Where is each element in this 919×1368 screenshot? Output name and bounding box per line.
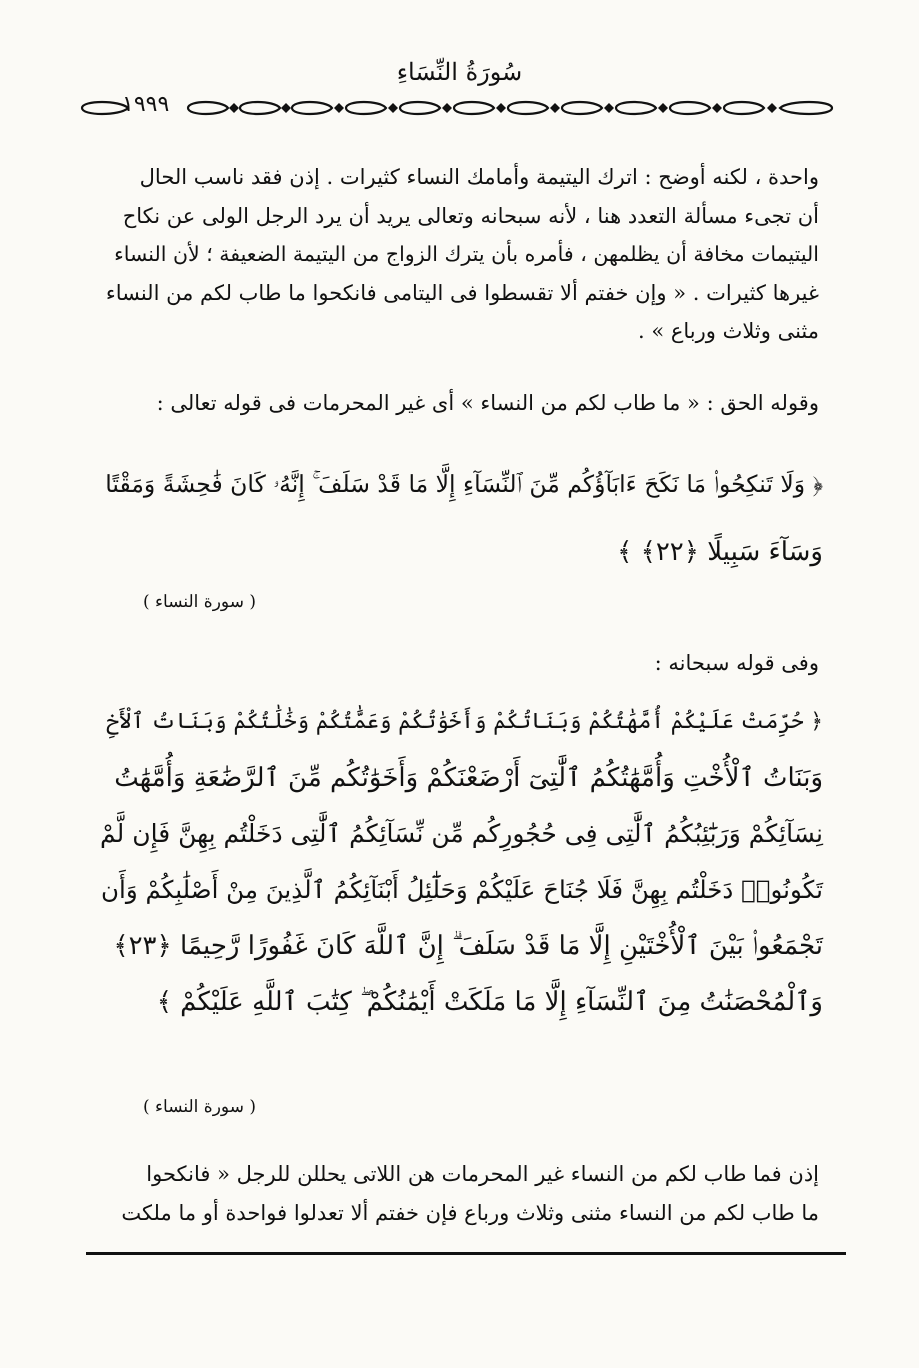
footer-rule — [86, 1252, 846, 1255]
verse-source-label: ( سورة النساء ) — [143, 1097, 256, 1117]
verse-line: وَٱلْمُحْصَنَٰتُ مِنَ ٱلنِّسَآءِ إِلَّا مَا مَلَكَتْ أَيْمَٰنُكُمْ ۖ كِتَٰبَ ٱللَّهِ عَلَيْكُمْ ﴾ — [156, 987, 823, 1017]
paragraph-line: وفى قوله سبحانه : — [654, 651, 819, 675]
paragraph-line: اليتيمات مخافة أن يظلمهن ، فأمره بأن يترك الزواج من اليتيمة الضعيفة ؛ لأن النساء — [114, 242, 819, 266]
paragraph-line: أن تجىء مسألة التعدد هنا ، لأنه سبحانه وتعالى يريد أن يرد الرجل الولى عن نكاح — [122, 203, 819, 228]
paragraph-line: وقوله الحق : « ما طاب لكم من النساء » أى غير المحرمات فى قوله تعالى : — [156, 391, 819, 415]
verse-line: تَكُونُوا۟ دَخَلْتُم بِهِنَّ فَلَا جُنَاحَ عَلَيْكُمْ وَحَلَٰٓئِلُ أَبْنَآئِكُمُ ٱلَّذِينَ مِنْ أَصْلَٰبِكُمْ وَأَن — [101, 875, 823, 904]
verse-line: تَجْمَعُوا۟ بَيْنَ ٱلْأُخْتَيْنِ إِلَّا مَا قَدْ سَلَفَ ۗ إِنَّ ٱللَّهَ كَانَ غَفُورًا رَّحِيمًا ﴿٢٣﴾ — [113, 931, 823, 961]
paragraph-line: ما طاب لكم من النساء مثنى وثلاث ورباع فإن خفتم ألا تعدلوا فواحدة أو ما ملكت — [121, 1200, 819, 1225]
quran-verse-23-24 — [99, 694, 823, 1030]
paragraph-1 — [100, 158, 819, 351]
paragraph-4 — [100, 1155, 819, 1232]
paragraph-3 — [100, 644, 819, 683]
paragraph-line: واحدة ، لكنه أوضح : اترك اليتيمة وأمامك النساء كثيرات . إذن فقد ناسب الحال — [139, 165, 819, 189]
paragraph-2 — [100, 384, 819, 423]
quran-verse-22 — [99, 450, 823, 586]
verse-line: نِسَآئِكُمْ وَرَبَٰٓئِبُكُمُ ٱلَّٰتِى فِى حُجُورِكُم مِّن نِّسَآئِكُمُ ٱلَّٰتِى دَخَلْتُم بِهِنَّ فَإِن لَّمْ — [100, 819, 823, 848]
page-number: ١٩٩٩ — [122, 92, 170, 117]
ornamental-header-border — [80, 96, 835, 120]
verse-line: ﴿ حُرِّمَتْ عَلَيْكُمْ أُمَّهَٰتُكُمْ وَبَنَاتُكُمْ وَأَخَوَٰتُكُمْ وَعَمَّٰتُكُمْ وَخَٰلَٰتُكُمْ وَبَنَاتُ ٱلْأَخِ — [106, 709, 823, 734]
paragraph-line: غيرها كثيرات . « وإن خفتم ألا تقسطوا فى اليتامى فانكحوا ما طاب لكم من النساء — [105, 280, 819, 305]
verse-line: وَبَنَاتُ ٱلْأُخْتِ وَأُمَّهَٰتُكُمُ ٱلَّٰتِىٓ أَرْضَعْنَكُمْ وَأَخَوَٰتُكُم مِّنَ ٱلرَّضَٰعَةِ وَأُمَّهَٰتُ — [114, 763, 823, 793]
verse-source-label: ( سورة النساء ) — [143, 592, 256, 612]
paragraph-line: إذن فما طاب لكم من النساء غير المحرمات هن اللاتى يحللن للرجل « فانكحوا — [146, 1162, 819, 1186]
verse-line: ﴿ وَلَا تَنكِحُوا۟ مَا نَكَحَ ءَابَآؤُكُم مِّنَ ٱلنِّسَآءِ إِلَّا مَا قَدْ سَلَفَ ۚ إِنَّهُۥ كَانَ فَٰحِشَةً وَمَقْتًا — [105, 470, 823, 498]
paragraph-line: مثنى وثلاث ورباع » . — [638, 319, 819, 343]
surah-title: سُورَةُ النِّسَاءِ — [396, 58, 523, 86]
verse-line: وَسَآءَ سَبِيلًا ﴿٢٢﴾ ﴾ — [617, 537, 823, 567]
